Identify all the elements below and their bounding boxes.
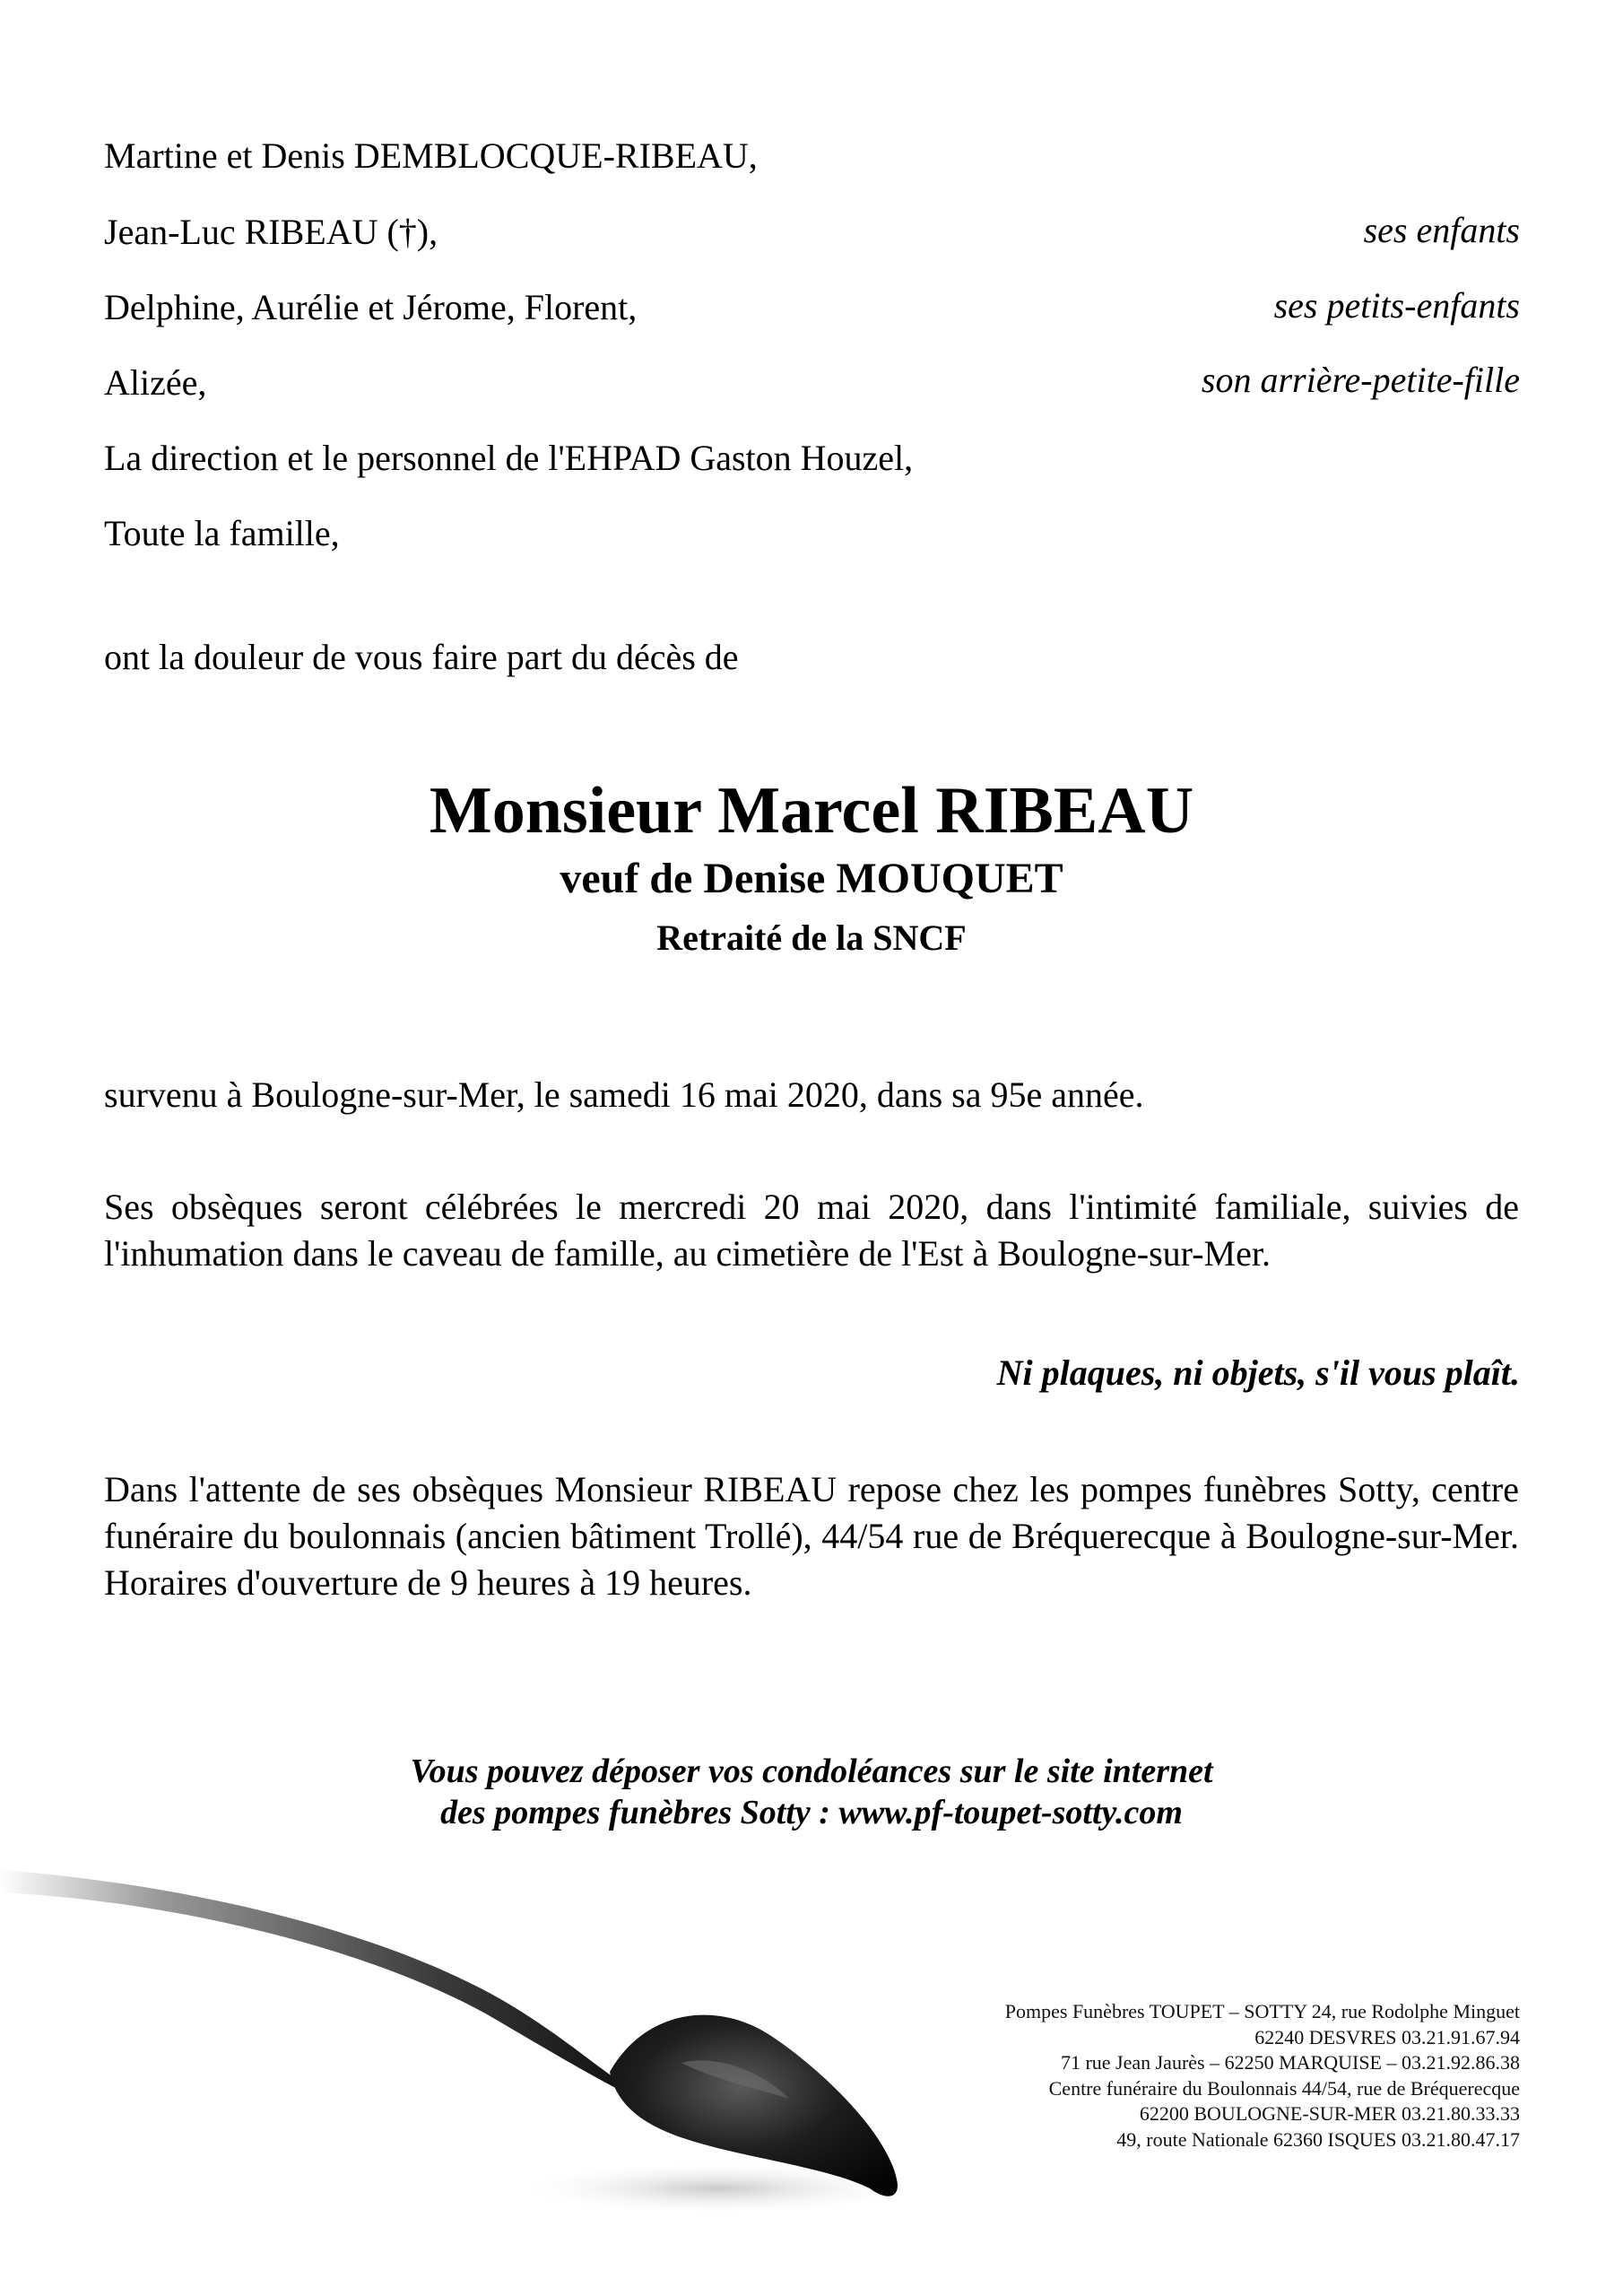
funeral-home-line-2: 62240 DESVRES 03.21.91.67.94 — [1254, 2025, 1520, 2048]
deceased-name: Monsieur Marcel RIBEAU — [429, 774, 1194, 848]
family-line-5: La direction et le personnel de l'EHPAD Gaston Houzel, — [104, 438, 914, 478]
funeral-info: Ses obsèques seront célébrées le mercredi 20 mai 2020, dans l'intimité familiale, suivies de l'inhumation dans le caveau de famille, au cimetière de l'Est à Boulogne-sur-Mer. — [104, 1187, 1519, 1274]
family-line-1: Martine et Denis DEMBLOCQUE-RIBEAU, — [104, 135, 758, 176]
funeral-home-line-5: 62200 BOULOGNE-SUR-MER 03.21.80.33.33 — [1139, 2102, 1520, 2125]
funeral-home-line-6: 49, route Nationale 62360 ISQUES 03.21.80.47.17 — [1116, 2127, 1520, 2151]
announcement-text: ont la douleur de vous faire part du décès de — [104, 637, 739, 677]
condolences-line-1: Vous pouvez déposer vos condoléances sur le site internet — [410, 1752, 1213, 1790]
family-role-grandchildren: ses petits-enfants — [1273, 285, 1520, 326]
funeral-home-line-1: Pompes Funèbres TOUPET – SOTTY 24, rue Rodolphe Minguet — [1004, 2000, 1520, 2022]
no-flowers-request: Ni plaques, ni objets, s'il vous plaît. — [996, 1352, 1520, 1393]
rest-info: Dans l'attente de ses obsèques Monsieur RIBEAU repose chez les pompes funèbres Sotty, centre funéraire du boulonnais (ancien bâtiment Trollé), 44/54 rue de Bréquerecque à Boulogne-sur-Mer. Horaires d'ouverture de 9 heures à 19 heures. — [104, 1469, 1519, 1603]
deceased-widow-of: veuf de Denise MOUQUET — [560, 855, 1063, 902]
family-line-2: Jean-Luc RIBEAU (†), — [104, 212, 438, 252]
funeral-home-contacts — [874, 1999, 1520, 2152]
funeral-home-line-4: Centre funéraire du Boulonnais 44/54, rue de Bréquerecque — [1048, 2076, 1520, 2100]
family-line-6: Toute la famille, — [104, 513, 340, 553]
funeral-home-line-3: 71 rue Jean Jaurès – 62250 MARQUISE – 03.21.92.86.38 — [1060, 2051, 1520, 2074]
family-role-great-granddaughter: son arrière-petite-fille — [1201, 360, 1520, 400]
calla-lily-image — [0, 1794, 950, 2224]
death-info: survenu à Boulogne-sur-Mer, le samedi 16 mai 2020, dans sa 95e année. — [104, 1074, 1144, 1115]
flower-stem — [0, 1870, 628, 2094]
condolences-line-2: des pompes funèbres Sotty : www.pf-toupet-sotty.com — [440, 1794, 1183, 1831]
deceased-occupation: Retraité de la SNCF — [656, 918, 967, 958]
family-line-4: Alizée, — [104, 362, 207, 403]
family-role-children: ses enfants — [1363, 210, 1520, 250]
family-line-3: Delphine, Aurélie et Jérome, Florent, — [104, 287, 638, 327]
